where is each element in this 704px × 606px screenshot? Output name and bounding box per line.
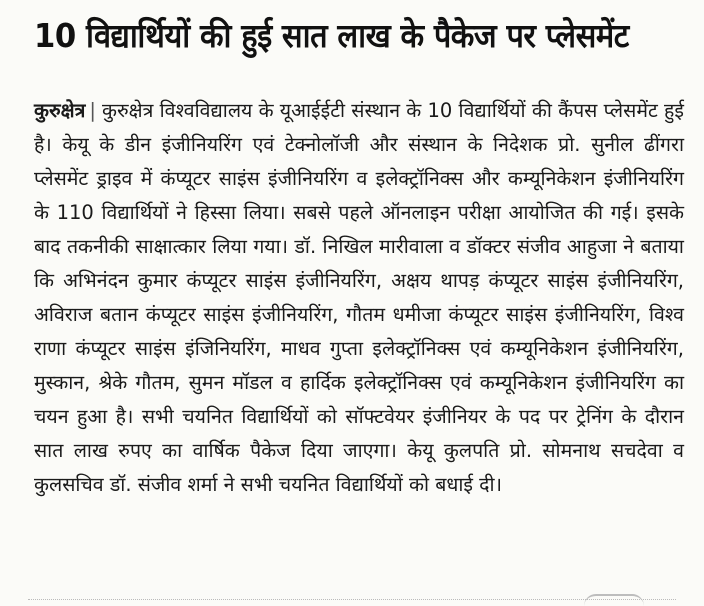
dateline: कुरुक्षेत्र	[34, 99, 86, 122]
dateline-separator: |	[89, 99, 96, 122]
bottom-rule	[28, 599, 676, 600]
page-edge-mark	[584, 594, 644, 606]
article-body-text: कुरुक्षेत्र विश्वविद्यालय के यूआईईटी संस्थान के 10 विद्यार्थियों की कैंपस प्लेसमेंट हुई है। केयू के डीन इंजीनियरिंग एवं टेक्नोलॉजी और संस्थान के निदेशक प्रो. सुनील ढींगरा प्लेसमेंट ड्राइव में कंप्यूटर साइंस इंजीनियरिंग व इलेक्ट्रॉनिक्स और कम्यूनिकेशन इंजीनियरिंग के 110 विद्यार्थियों ने हिस्सा लिया। सबसे पहले ऑनलाइन परीक्षा आयोजित की गई। इसके बाद तकनीकी साक्षात्कार लिया गया। डॉ. निखिल मारीवाला व डॉक्टर संजीव आहुजा ने बताया कि अभिनंदन कुमार कंप्यूटर साइंस इंजीनियरिंग, अक्षय थापड़ कंप्यूटर साइंस इंजीनियरिंग, अविराज बतान कंप्यूटर साइंस इंजीनियरिंग, गौतम धमीजा कंप्यूटर साइंस इंजीनियरिंग, विश्व राणा कंप्यूटर साइंस इंजिनियरिंग, माधव गुप्ता इलेक्ट्रॉनिक्स एवं कम्यूनिकेशन इंजीनियरिंग, मुस्कान, श्रेके गौतम, सुमन मॉडल व हार्दिक इलेक्ट्रॉनिक्स एवं कम्यूनिकेशन इंजीनियरिंग का चयन हुआ है। सभी चयनित विद्यार्थियों को सॉफ्टवेयर इंजीनियर के पद पर ट्रेनिंग के दौरान सात लाख रुपए का वार्षिक पैकेज दिया जाएगा। केयू कुलपति प्रो. सोमनाथ सचदेवा व कुलसचिव डॉ. संजीव शर्मा ने सभी चयनित विद्यार्थियों को बधाई दी।	[34, 99, 684, 496]
article-body	[34, 94, 684, 502]
headline: 10 विद्यार्थियों की हुई सात लाख के पैकेज पर प्लेसमेंट	[34, 16, 629, 55]
